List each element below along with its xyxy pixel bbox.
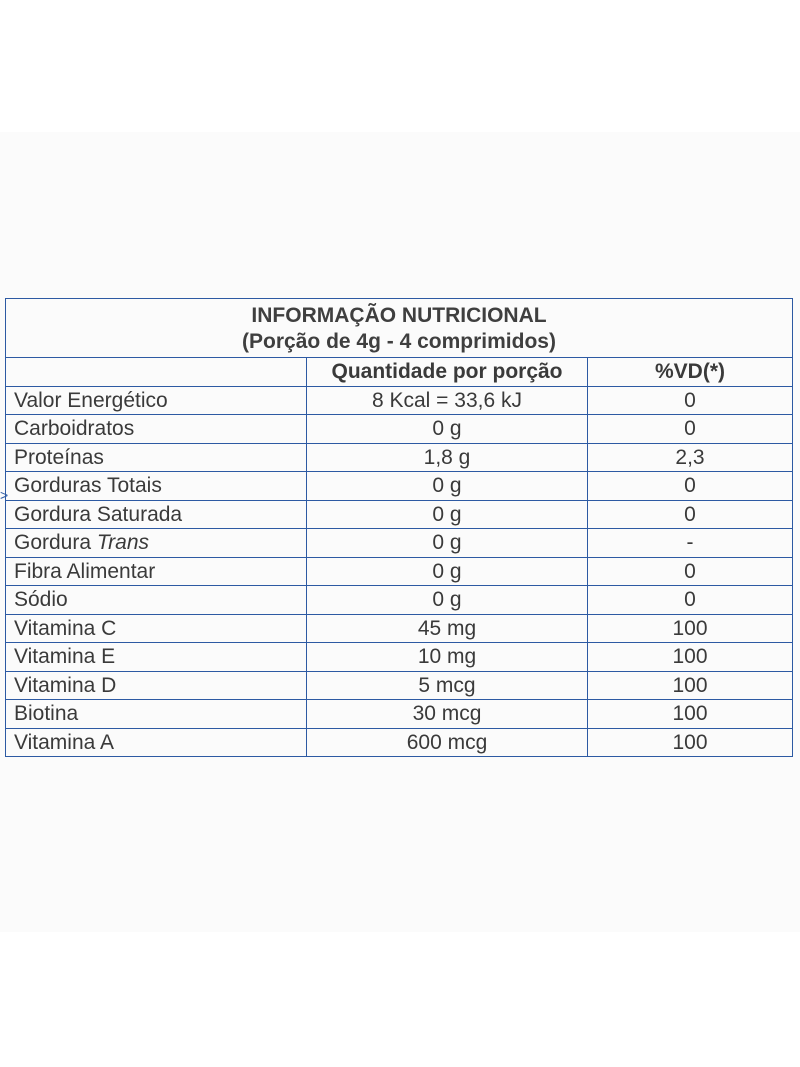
nutrient-name: Gordura Saturada xyxy=(14,502,183,526)
table-row xyxy=(6,386,793,415)
nutrient-name-cell xyxy=(6,643,307,672)
nutrient-name: Proteínas xyxy=(14,445,104,469)
nutrient-name-cell xyxy=(6,671,307,700)
nutrient-name: Vitamina D xyxy=(14,673,117,697)
quantity-cell: 0 g xyxy=(307,472,588,501)
vd-cell: 0 xyxy=(588,557,793,586)
table-row xyxy=(6,500,793,529)
quantity-cell: 5 mcg xyxy=(307,671,588,700)
nutrient-name: Vitamina A xyxy=(14,730,115,754)
table-row xyxy=(6,700,793,729)
quantity-cell: 0 g xyxy=(307,415,588,444)
nutrient-name: Gordura xyxy=(14,531,97,555)
quantity-cell: 8 Kcal = 33,6 kJ xyxy=(307,386,588,415)
vd-cell: 2,3 xyxy=(588,443,793,472)
nutrient-name: Gorduras Totais xyxy=(14,474,162,498)
vd-cell: 0 xyxy=(588,500,793,529)
table-row xyxy=(6,443,793,472)
vd-cell: 100 xyxy=(588,643,793,672)
header-blank-cell xyxy=(6,358,307,387)
table-row xyxy=(6,614,793,643)
arrow-marker-icon: > xyxy=(0,487,9,503)
header-quantity: Quantidade por porção xyxy=(307,358,588,387)
table-row xyxy=(6,671,793,700)
vd-cell: 0 xyxy=(588,472,793,501)
nutrient-name-cell xyxy=(6,728,307,757)
nutrient-name: Vitamina C xyxy=(14,616,117,640)
nutrient-name-cell xyxy=(6,500,307,529)
vd-cell: 100 xyxy=(588,671,793,700)
header-vd: %VD(*) xyxy=(588,358,793,387)
title-line-2: (Porção de 4g - 4 comprimidos) xyxy=(242,330,556,353)
table-row xyxy=(6,728,793,757)
quantity-cell: 0 g xyxy=(307,500,588,529)
quantity-cell: 0 g xyxy=(307,586,588,615)
vd-cell: 0 xyxy=(588,386,793,415)
table-row xyxy=(6,472,793,501)
quantity-cell: 1,8 g xyxy=(307,443,588,472)
quantity-cell: 30 mcg xyxy=(307,700,588,729)
nutrient-name-cell xyxy=(6,614,307,643)
nutrient-name: Vitamina E xyxy=(14,645,116,669)
nutrient-name-cell xyxy=(6,557,307,586)
nutrient-name-cell xyxy=(6,529,307,558)
vd-cell: 100 xyxy=(588,728,793,757)
quantity-cell: 600 mcg xyxy=(307,728,588,757)
vd-cell: 0 xyxy=(588,415,793,444)
table-row xyxy=(6,529,793,558)
header-row xyxy=(6,358,793,387)
table-row xyxy=(6,643,793,672)
nutrition-table xyxy=(5,298,793,757)
nutrient-name-cell xyxy=(6,386,307,415)
nutrient-name: Fibra Alimentar xyxy=(14,559,156,583)
nutrient-name: Sódio xyxy=(14,588,68,612)
nutrient-name: Biotina xyxy=(14,702,79,726)
nutrient-name: Valor Energético xyxy=(14,388,168,412)
nutrient-name-cell xyxy=(6,415,307,444)
quantity-cell: 45 mg xyxy=(307,614,588,643)
vd-cell: 100 xyxy=(588,614,793,643)
table-row xyxy=(6,415,793,444)
quantity-cell: 10 mg xyxy=(307,643,588,672)
nutrient-name: Carboidratos xyxy=(14,417,135,441)
vd-cell: 100 xyxy=(588,700,793,729)
title-row xyxy=(6,299,793,358)
table-title xyxy=(6,299,793,358)
quantity-cell: 0 g xyxy=(307,557,588,586)
table-row xyxy=(6,586,793,615)
nutrient-name-cell xyxy=(6,443,307,472)
nutrient-name-cell xyxy=(6,586,307,615)
nutrient-name-cell xyxy=(6,472,307,501)
nutrient-name-cell xyxy=(6,700,307,729)
title-line-1: INFORMAÇÃO NUTRICIONAL xyxy=(251,304,547,327)
vd-cell: - xyxy=(588,529,793,558)
vd-cell: 0 xyxy=(588,586,793,615)
nutrient-name-italic: Trans xyxy=(96,531,149,555)
quantity-cell: 0 g xyxy=(307,529,588,558)
table-row xyxy=(6,557,793,586)
